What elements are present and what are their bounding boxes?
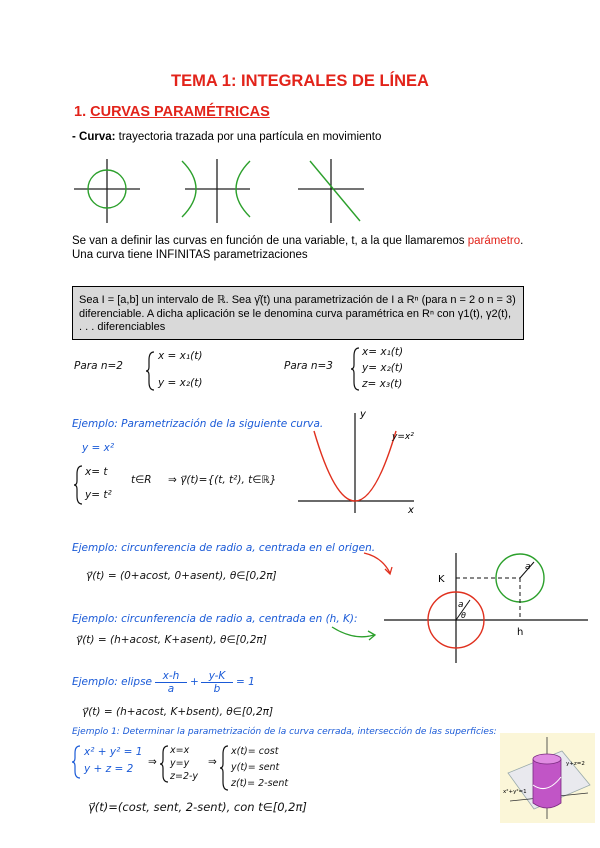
n2-label: Para n=2 (74, 360, 123, 372)
definition-label: - Curva: (72, 131, 116, 143)
example5-title: Ejemplo 1: Determinar la parametrización de la curva cerrada, intersección de las superficies: (72, 727, 497, 737)
example1-sys-x: x= t (85, 466, 108, 478)
sketch-hyperbola (182, 159, 250, 223)
brace-example5 (72, 744, 82, 780)
ellipse-rhs: = 1 (236, 676, 255, 688)
cylinder-body (533, 759, 561, 808)
surface-2: y + z = 2 (84, 763, 134, 775)
middle-y: y=y (170, 758, 190, 769)
example4-title: Ejemplo: elipse (72, 676, 153, 688)
h-label: h (517, 627, 524, 638)
cylinder-label: x²+y²=1 (503, 789, 527, 795)
shifted-radius-label: a (525, 562, 531, 572)
brace-example1 (74, 464, 84, 506)
cylinder-plane-image (500, 733, 595, 823)
example1-result: ⇒ γ⃗(t)={(t, t²), t∈ℝ} (168, 474, 277, 486)
box-line-1: Sea I = [a,b] un intervalo de ℝ. Sea γ̂(t) una parametrización de I a Rⁿ (para n = 2 o n = 3) (79, 294, 516, 306)
example1-title: Ejemplo: Parametrización de la siguiente curva. (72, 418, 324, 430)
brace-n3 (351, 346, 361, 392)
page-title: TEMA 1: INTEGRALES DE LÍNEA (171, 72, 429, 90)
example1-equation: y = x² (82, 442, 115, 454)
section-title: CURVAS PARAMÉTRICAS (90, 104, 270, 120)
example3-title: Ejemplo: circunferencia de radio a, centrada en (h, K): (72, 613, 358, 625)
brace-n2 (146, 350, 156, 392)
implies-1: ⇒ (148, 756, 157, 768)
middle-z: z=2-y (170, 771, 199, 782)
implies-2: ⇒ (208, 756, 217, 768)
curve-label: y=x² (392, 432, 414, 442)
graph-y-label: y (360, 409, 366, 420)
sketch-line (298, 159, 364, 223)
definition-text: trayectoria trazada por una partícula en movimiento (118, 131, 382, 143)
frac2-num: y-K (201, 670, 233, 683)
example3-equation: γ⃗(t) = (h+acost, K+asent), θ∈[0,2π] (76, 634, 267, 646)
example2-title: Ejemplo: circunferencia de radio a, centrada en el origen. (72, 542, 376, 554)
intro-line-2: Una curva tiene INFINITAS parametrizaciones (72, 248, 308, 261)
intro-line-1 (72, 235, 542, 249)
surface-1: x² + y² = 1 (84, 746, 143, 758)
ellipse-frac1 (155, 670, 187, 695)
n2-y: y = x₂(t) (158, 377, 203, 389)
example4-equation: γ⃗(t) = (h+acost, K+bsent), θ∈[0,2π] (82, 706, 274, 718)
graph-x-label: x (408, 505, 414, 516)
n3-z: z= x₃(t) (362, 378, 403, 390)
intro-paragraph (72, 235, 542, 262)
box-line-2: diferenciable. A dicha aplicación se le denomina curva paramétrica en Rⁿ con γ1(t), γ2(t), (79, 307, 512, 320)
parabola-graph (296, 405, 426, 517)
section-number: 1. (74, 104, 87, 120)
middle-x: x=x (170, 745, 190, 756)
circles-diagram (330, 545, 598, 670)
example5-final: γ⃗(t)=(cost, sent, 2-sent), con t∈[0,2π] (88, 800, 307, 814)
intro-period: . (520, 235, 524, 247)
ellipse-plus: + (190, 676, 199, 688)
example2-equation: γ⃗(t) = (0+acost, 0+asent), θ∈[0,2π] (86, 570, 277, 582)
result-x: x(t)= cost (231, 746, 279, 757)
n3-y: y= x₂(t) (362, 362, 404, 374)
green-arrow (332, 627, 374, 637)
theta-label: θ (461, 611, 466, 620)
parametro-word: parámetro (467, 235, 521, 247)
intro-text: Se van a definir las curvas en función de una variable, t, a la que llamaremos (72, 235, 465, 247)
frac1-num: x-h (155, 670, 187, 683)
definition-box (72, 286, 524, 340)
curve-definition (72, 131, 381, 143)
example1-sys-y: y= t² (85, 489, 112, 501)
n2-x: x = x₁(t) (158, 350, 203, 362)
brace-middle (160, 744, 170, 784)
frac1-den: a (167, 683, 175, 695)
curve-sketches (70, 155, 370, 227)
result-y: y(t)= sent (231, 762, 280, 773)
radius-label: a (458, 600, 464, 610)
plane-label: y+z=2 (566, 761, 585, 767)
box-line-3: . . . diferenciables (79, 321, 166, 333)
brace-result (220, 744, 230, 792)
example1-domain: t∈R (131, 474, 152, 486)
cylinder-top (533, 754, 561, 764)
n3-label: Para n=3 (284, 360, 333, 372)
section-heading (74, 104, 270, 120)
result-z: z(t)= 2-sent (231, 778, 289, 789)
k-label: K (438, 574, 445, 585)
ellipse-frac2 (201, 670, 233, 695)
sketch-circle (74, 159, 140, 223)
frac2-den: b (213, 683, 221, 695)
n3-x: x= x₁(t) (362, 346, 404, 358)
